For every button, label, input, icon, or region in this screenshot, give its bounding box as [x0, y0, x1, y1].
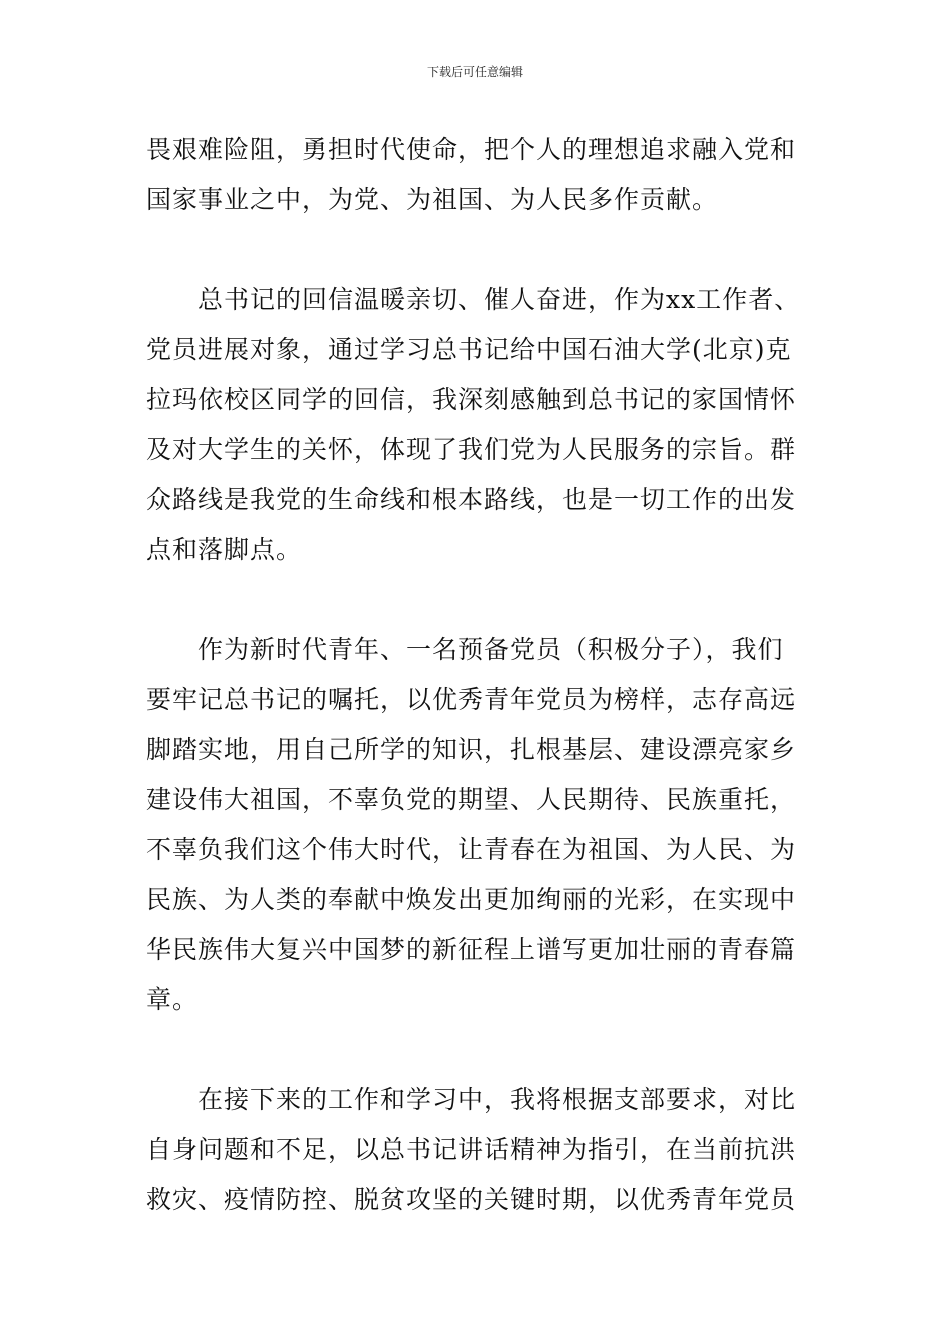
- paragraph-line: 众路线是我党的生命线和根本路线，也是一切工作的出发: [146, 485, 797, 514]
- paragraph-line: 国家事业之中，为党、为祖国、为人民多作贡献。: [146, 185, 719, 214]
- paragraph-line: 不辜负我们这个伟大时代，让青春在为祖国、为人民、为: [146, 835, 797, 864]
- paragraph-line: 作为新时代青年、一名预备党员（积极分子），我们: [198, 635, 784, 664]
- paragraph-line: 党员进展对象，通过学习总书记给中国石油大学(北京)克: [146, 335, 792, 364]
- paragraph-1: [146, 125, 811, 225]
- paragraph-line: 章。: [146, 985, 199, 1014]
- paragraph-line: 民族、为人类的奉献中焕发出更加绚丽的光彩，在实现中: [146, 885, 797, 914]
- paragraph-line: 脚踏实地，用自己所学的知识，扎根基层、建设漂亮家乡: [146, 735, 797, 764]
- document-body: [146, 125, 811, 1225]
- paragraph-line: 建设伟大祖国，不辜负党的期望、人民期待、民族重托，: [146, 785, 797, 814]
- paragraph-line: 拉玛依校区同学的回信，我深刻感触到总书记的家国情怀: [146, 385, 797, 414]
- paragraph-3: [146, 625, 811, 1025]
- paragraph-line: 华民族伟大复兴中国梦的新征程上谱写更加壮丽的青春篇: [146, 935, 797, 964]
- paragraph-4: [146, 1075, 811, 1225]
- paragraph-line: 在接下来的工作和学习中，我将根据支部要求，对比: [198, 1085, 797, 1114]
- paragraph-line: 点和落脚点。: [146, 535, 303, 564]
- paragraph-2: [146, 275, 811, 575]
- paragraph-line: 及对大学生的关怀，体现了我们党为人民服务的宗旨。群: [146, 435, 797, 464]
- paragraph-line: 畏艰难险阻，勇担时代使命，把个人的理想追求融入党和: [146, 135, 797, 164]
- paragraph-line: 自身问题和不足，以总书记讲话精神为指引，在当前抗洪: [146, 1135, 797, 1164]
- paragraph-line: 总书记的回信温暖亲切、催人奋进，作为xx工作者、: [198, 285, 801, 314]
- page-header-note: 下载后可任意编辑: [426, 65, 523, 79]
- paragraph-line: 救灾、疫情防控、脱贫攻坚的关键时期，以优秀青年党员: [146, 1185, 797, 1214]
- paragraph-line: 要牢记总书记的嘱托，以优秀青年党员为榜样，志存高远: [146, 685, 797, 714]
